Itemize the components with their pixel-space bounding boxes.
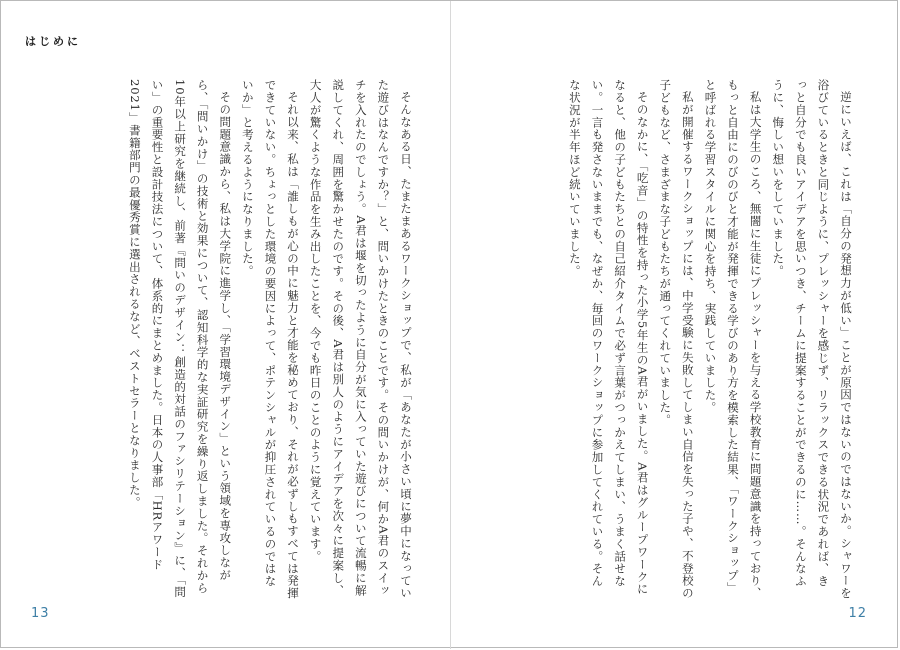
section-running-head: はじめに bbox=[25, 35, 81, 48]
page-gutter bbox=[450, 1, 451, 649]
right-page-body bbox=[467, 79, 857, 599]
paragraph: そんなある日、たまたまあるワークショップで、私が「あなたが小さい頃に夢中になっていた遊びはなんですか？」と、問いかけたときのことです。その問いかけが、何かA君のスイッチを入れたのでしょう。A君は堰を切ったように自分が気に入っていた遊びについて流暢に解説してくれ、周囲を驚かせたのです。その後、A君は別人のようにアイデアを次々に提案し、大人が驚くような作品を生み出したことを、今でも昨日のことのように覚えています。 bbox=[308, 79, 413, 599]
page-number-left: 13 bbox=[31, 606, 50, 621]
paragraph: 私が開催するワークショップには、中学受験に失敗してしまい自信を失った子や、不登校の子どもなど、さまざまな子どもたちが通ってくれていました。 bbox=[658, 79, 695, 599]
paragraph: 逆にいえば、これは「自分の発想力が低い」ことが原因ではないのではないか。シャワーを浴びているときと同じように、プレッシャーを感じず、リラックスできる状況であれば、きっと自分でも良いアイデアを思いつき、チームに提案することができるのに……。そんなふうに、悔しい想いをしていました。 bbox=[771, 79, 853, 599]
page-number-right: 12 bbox=[848, 606, 867, 621]
paragraph: その問題意識から、私は大学院に進学し、「学習環境デザイン」という領域を専攻しながら、「問いかけ」の技術と効果について、認知科学的な実証研究を繰り返しました。それから10年以上研究を継続し、前著『問いのデザイン：創造的対話のファシリテーション』に、「問い」の重要性と設計技法について、体系的にまとめました。日本の人事部「HRアワード2021」書籍部門の最優秀賞に選出されるなど、ベストセラーとなりました。 bbox=[127, 79, 233, 599]
paragraph: そのなかに、「吃音」の特性を持った小学5年生のA君がいました。A君はグループワークになると、他の子どもたちとの自己紹介タイムで必ず言葉がつっかえてしまい、うまく話せない。一言も発さないままでも、なぜか、毎回のワークショップに参加してくれている。そんな状況が半年ほど続いていました。 bbox=[567, 79, 650, 595]
paragraph: 私は大学生のころ、無闇に生徒にプレッシャーを与える学校教育に問題意識を持っており、もっと自由にのびのびと才能が発揮できる学びのあり方を模索した結果、「ワークショップ」と呼ばれる学習スタイルに関心を持ち、実践していました。 bbox=[703, 79, 763, 599]
paragraph: それ以来、私は「誰しもが心の中に魅力と才能を秘めており、それが必ずしもすべては発揮できていない。ちょっとした環境の要因によって、ポテンシャルが抑圧されているのではないか」と考えるようになりました。 bbox=[240, 79, 301, 599]
left-page-body bbox=[17, 79, 417, 599]
